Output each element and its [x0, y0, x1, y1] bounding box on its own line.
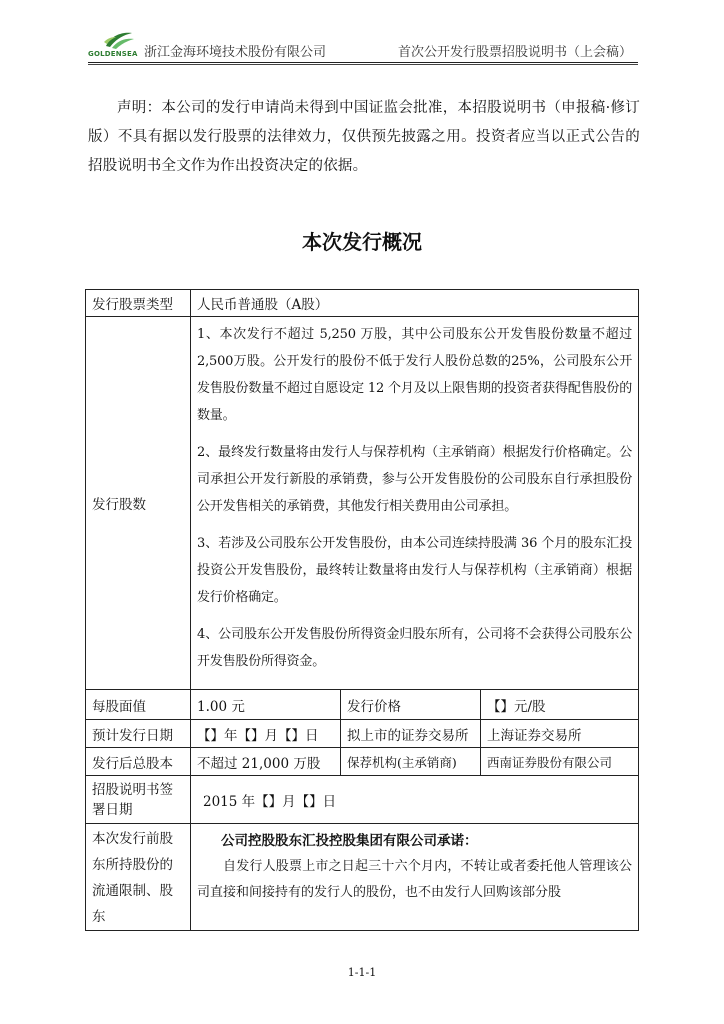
company-name: 浙江金海环境技术股份有限公司: [144, 45, 327, 60]
issue-price-value: 【】元/股: [481, 690, 639, 720]
table-row: [86, 290, 639, 317]
table-row: [86, 720, 639, 748]
par-value-label: 每股面值: [86, 690, 191, 720]
sign-date-value: 2015 年【】月【】日: [191, 776, 639, 824]
sign-date-label: 招股说明书签署日期: [86, 776, 191, 824]
issue-shares-para-1: 1、本次发行不超过 5,250 万股，其中公司股东公开发售股份数量不超过2,500万股。公开发行的股份不低于发行人股份总数的25%，公司股东公开发售股份数量不超过自愿设定 12 个月及以上限售期的投资者获得配售股份的数量。: [197, 327, 633, 423]
issue-date-label: 预计发行日期: [86, 720, 191, 748]
document-title: 首次公开发行股票招股说明书（上会稿）: [397, 45, 632, 60]
stock-type-value: 人民币普通股（A股）: [191, 290, 639, 317]
issue-shares-value: [191, 317, 639, 690]
header-rule-thin: [88, 64, 638, 65]
pledge-text: 自发行人股票上市之日起三十六个月内，不转让或者委托他人管理该公司直接和间接持有的发行人的股份，也不由发行人回购该部分股: [197, 859, 633, 900]
offering-overview-table: [85, 289, 639, 931]
page-header: [88, 30, 636, 60]
logo-swoosh-icon: [102, 30, 136, 50]
total-shares-label: 发行后总股本: [86, 748, 191, 776]
exchange-label: 拟上市的证券交易所: [341, 720, 481, 748]
stock-type-label: 发行股票类型: [86, 290, 191, 317]
pledge-title: 公司控股股东汇投控股集团有限公司承诺：: [221, 833, 478, 849]
lockup-label: 本次发行前股东所持股份的流通限制、股东: [86, 824, 191, 931]
disclaimer-statement: 声明：本公司的发行申请尚未得到中国证监会批准，本招股说明书（申报稿·修订版）不具有据以发行股票的法律效力，仅供预先披露之用。投资者应当以正式公告的招股说明书全文作为作出投资决定的依据。: [88, 100, 640, 174]
issue-date-value: 【】年【】月【】日: [191, 720, 341, 748]
page-title: 本次发行概况: [302, 230, 422, 254]
table-row: [86, 748, 639, 776]
issue-shares-para-2: 2、最终发行数量将由发行人与保荐机构（主承销商）根据发行价格确定。公司承担公开发行新股的承销费，参与公开发售股份的公司股东自行承担股份公开发售相关的承销费，其他发行相关费用由公司承担。: [197, 445, 633, 514]
table-row: [86, 690, 639, 720]
total-shares-value: 不超过 21,000 万股: [191, 748, 341, 776]
page-number: 1-1-1: [347, 966, 377, 979]
sponsor-value: 西南证券股份有限公司: [481, 748, 639, 776]
header-rule: [88, 62, 638, 63]
issue-shares-label: 发行股数: [86, 317, 191, 690]
lockup-value: [191, 824, 639, 931]
par-value-value: 1.00 元: [191, 690, 341, 720]
table-row: [86, 824, 639, 931]
issue-price-label: 发行价格: [341, 690, 481, 720]
sponsor-label: 保荐机构(主承销商): [341, 748, 481, 776]
exchange-value: 上海证券交易所: [481, 720, 639, 748]
table-row: [86, 776, 639, 824]
issue-shares-para-3: 3、若涉及公司股东公开发售股份，由本公司连续持股满 36 个月的股东汇投投资公开发售股份，最终转让数量将由发行人与保荐机构（主承销商）根据发行价格确定。: [197, 536, 633, 605]
table-row: [86, 317, 639, 690]
logo-text: GOLDENSEA: [88, 50, 138, 58]
company-logo: [88, 30, 146, 60]
issue-shares-para-4: 4、公司股东公开发售股份所得资金归股东所有，公司将不会获得公司股东公开发售股份所得资金。: [197, 627, 633, 669]
